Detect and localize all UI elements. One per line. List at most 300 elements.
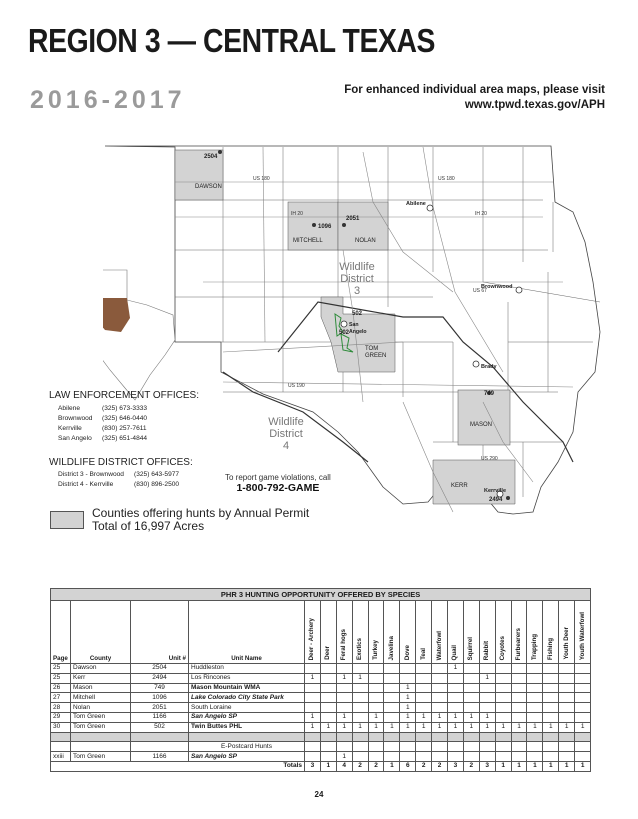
- col-species: Youth Deer: [559, 601, 575, 664]
- col-species: Feral hogs: [336, 601, 352, 664]
- cell-species-value: 1: [463, 712, 479, 722]
- cell-species-value: 1: [400, 683, 416, 693]
- road-label-ih20: IH 20: [291, 211, 303, 217]
- empty-cell: [384, 742, 400, 752]
- col-species: Deer - Archery: [305, 601, 321, 664]
- cell-species-value: [416, 683, 432, 693]
- cell-species-value: 1: [368, 712, 384, 722]
- visit-url-link[interactable]: www.tpwd.texas.gov/APH: [464, 99, 605, 111]
- cell-species-value: [305, 664, 321, 674]
- table-row: [51, 673, 591, 683]
- cell-species-value: [463, 752, 479, 762]
- cell-species-value: 1: [495, 722, 511, 732]
- total-value: 1: [320, 761, 336, 771]
- cell-species-value: [368, 752, 384, 762]
- cell-species-value: [384, 712, 400, 722]
- total-value: 3: [448, 761, 464, 771]
- table-row: [51, 683, 591, 693]
- cell-species-value: [305, 683, 321, 693]
- cell-species-value: [559, 693, 575, 703]
- col-species: Teal: [416, 601, 432, 664]
- cell-species-value: [352, 712, 368, 722]
- cell-species-value: [511, 683, 527, 693]
- cell-species-value: 1: [305, 673, 321, 683]
- cell-species-value: [543, 693, 559, 703]
- cell-species-value: [384, 673, 400, 683]
- spacer-cell: [320, 732, 336, 742]
- report-violations: [225, 473, 331, 494]
- cell-species-value: [368, 664, 384, 674]
- cell-species-value: [352, 664, 368, 674]
- spacer-cell: [352, 732, 368, 742]
- cell-species-value: [495, 664, 511, 674]
- table-row: [51, 693, 591, 703]
- table-body: [51, 664, 591, 772]
- cell-species-value: [543, 712, 559, 722]
- cell-name: Lake Colorado City State Park: [189, 693, 305, 703]
- office-row: San Angelo (325) 651-4844: [58, 435, 148, 442]
- cell-species-value: 1: [511, 722, 527, 732]
- texas-inset-map: [103, 270, 175, 400]
- san-angelo-label: San: [349, 322, 359, 328]
- col-species: Trapping: [527, 601, 543, 664]
- cell-species-value: [543, 664, 559, 674]
- cell-species-value: [527, 712, 543, 722]
- cell-species-value: [384, 752, 400, 762]
- col-page: Page: [51, 601, 71, 664]
- cell-species-value: [305, 703, 321, 713]
- cell-species-value: [575, 752, 591, 762]
- spacer-cell: [384, 732, 400, 742]
- total-value: 2: [352, 761, 368, 771]
- district-office-row: District 3 - Brownwood (325) 643-5977: [58, 471, 180, 478]
- road-label-us67: US 67: [473, 288, 487, 294]
- brady-label: Brady: [481, 364, 497, 370]
- road-label-us190: US 190: [288, 383, 305, 389]
- empty-cell: [368, 742, 384, 752]
- spacer-cell: [51, 732, 71, 742]
- cell-unit: 2051: [131, 703, 189, 713]
- cell-species-value: 1: [336, 722, 352, 732]
- cell-species-value: [416, 752, 432, 762]
- cell-species-value: [543, 752, 559, 762]
- total-value: 4: [336, 761, 352, 771]
- cell-species-value: [336, 693, 352, 703]
- empty-cell: [479, 742, 495, 752]
- unit-2494-label: 2494: [489, 497, 503, 503]
- total-value: 1: [543, 761, 559, 771]
- cell-unit: 1166: [131, 752, 189, 762]
- table-header-row: [51, 601, 591, 664]
- cell-species-value: [400, 664, 416, 674]
- legend-swatch: [50, 511, 84, 529]
- table-row: [51, 712, 591, 722]
- cell-species-value: [432, 683, 448, 693]
- cell-species-value: [495, 683, 511, 693]
- abilene-label: Abilene: [406, 201, 426, 207]
- col-species: Squirrel: [463, 601, 479, 664]
- empty-cell: [463, 742, 479, 752]
- cell-species-value: 1: [305, 722, 321, 732]
- district-office-row: District 4 - Kerrville (830) 896-2500: [58, 481, 180, 488]
- cell-species-value: [336, 703, 352, 713]
- spacer-cell: [463, 732, 479, 742]
- cell-species-value: [575, 703, 591, 713]
- cell-species-value: 1: [479, 712, 495, 722]
- cell-species-value: [575, 693, 591, 703]
- cell-species-value: [352, 683, 368, 693]
- cell-county: Nolan: [71, 703, 131, 713]
- wildlife-district-list: [58, 470, 179, 490]
- cell-page: 29: [51, 712, 71, 722]
- total-value: 1: [575, 761, 591, 771]
- cell-species-value: [352, 693, 368, 703]
- season-year: 2016-2017: [30, 86, 186, 114]
- cell-species-value: [432, 693, 448, 703]
- law-enforcement-list: [58, 404, 147, 444]
- spacer-cell: [416, 732, 432, 742]
- cell-species-value: [559, 752, 575, 762]
- county-mason: [458, 390, 510, 445]
- cell-species-value: 1: [400, 703, 416, 713]
- cell-species-value: 1: [479, 673, 495, 683]
- law-enforcement-heading: LAW ENFORCEMENT OFFICES:: [49, 390, 200, 401]
- cell-species-value: [543, 703, 559, 713]
- report-phone: 1-800-792-GAME: [236, 482, 320, 494]
- spacer-cell: [559, 732, 575, 742]
- epostcard-label: E-Postcard Hunts: [189, 742, 305, 752]
- cell-species-value: 1: [400, 722, 416, 732]
- col-species: Fishing: [543, 601, 559, 664]
- cell-species-value: 1: [305, 712, 321, 722]
- spacer-cell: [336, 732, 352, 742]
- table-spacer-row: [51, 732, 591, 742]
- cell-species-value: [559, 712, 575, 722]
- total-value: 1: [495, 761, 511, 771]
- total-value: 2: [368, 761, 384, 771]
- cell-species-value: [368, 693, 384, 703]
- empty-cell: [543, 742, 559, 752]
- district-4-label-3: 4: [282, 440, 290, 452]
- empty-cell: [527, 742, 543, 752]
- cell-species-value: [479, 693, 495, 703]
- cell-species-value: 1: [448, 664, 464, 674]
- total-value: 2: [463, 761, 479, 771]
- cell-county: Tom Green: [71, 752, 131, 762]
- empty-cell: [495, 742, 511, 752]
- cell-species-value: [527, 703, 543, 713]
- tom-green-label-2: GREEN: [365, 353, 387, 359]
- road-label-us290: US 290: [481, 456, 498, 462]
- cell-species-value: [416, 703, 432, 713]
- brownwood-label: Brownwood: [481, 284, 513, 290]
- cell-unit: 1096: [131, 693, 189, 703]
- cell-species-value: [575, 673, 591, 683]
- spacer-cell: [495, 732, 511, 742]
- cell-species-value: 1: [368, 722, 384, 732]
- cell-species-value: [479, 664, 495, 674]
- spacer-cell: [448, 732, 464, 742]
- cell-species-value: 1: [448, 722, 464, 732]
- empty-cell: [511, 742, 527, 752]
- empty-cell: [400, 742, 416, 752]
- epostcard-label-row: [51, 742, 591, 752]
- totals-label: Totals: [51, 761, 305, 771]
- spacer-cell: [527, 732, 543, 742]
- cell-species-value: [527, 683, 543, 693]
- mason-label: MASON: [470, 422, 493, 428]
- cell-species-value: [336, 683, 352, 693]
- cell-species-value: 1: [527, 722, 543, 732]
- cell-species-value: [384, 693, 400, 703]
- mitchell-label: MITCHELL: [293, 238, 323, 244]
- cell-species-value: [320, 664, 336, 674]
- col-species: Waterfowl: [432, 601, 448, 664]
- table-row: [51, 703, 591, 713]
- office-row: Abilene (325) 673-3333: [58, 405, 148, 412]
- cell-species-value: [448, 752, 464, 762]
- cell-species-value: [368, 673, 384, 683]
- cell-page: 25: [51, 664, 71, 674]
- region-map: [103, 142, 601, 567]
- cell-name: Huddleston: [189, 664, 305, 674]
- cell-species-value: [320, 703, 336, 713]
- col-species: Coyotes: [495, 601, 511, 664]
- cell-species-value: [368, 703, 384, 713]
- cell-species-value: [384, 683, 400, 693]
- cell-county: Kerr: [71, 673, 131, 683]
- cell-species-value: [432, 703, 448, 713]
- spacer-cell: [543, 732, 559, 742]
- tom-green-label-1: TOM: [365, 346, 379, 352]
- cell-species-value: 1: [432, 722, 448, 732]
- total-value: 3: [305, 761, 321, 771]
- spacer-cell: [305, 732, 321, 742]
- cell-species-value: [320, 673, 336, 683]
- district-3-label-3: 3: [353, 285, 361, 297]
- totals-row: [51, 761, 591, 771]
- spacer-cell: [575, 732, 591, 742]
- unit-502-label: 502: [339, 330, 350, 336]
- hunting-opportunity-table: [50, 588, 591, 772]
- legend-text: [92, 507, 309, 533]
- cell-species-value: [527, 752, 543, 762]
- cell-county: Mason: [71, 683, 131, 693]
- total-value: 1: [527, 761, 543, 771]
- road-label-ih20-east: IH 20: [475, 211, 487, 217]
- cell-species-value: [416, 673, 432, 683]
- cell-species-value: [543, 673, 559, 683]
- cell-species-value: [559, 703, 575, 713]
- cell-species-value: 1: [448, 712, 464, 722]
- district-3-label-1: Wildlife: [339, 261, 375, 273]
- cell-species-value: 1: [463, 722, 479, 732]
- cell-county: Mitchell: [71, 693, 131, 703]
- cell-species-value: [320, 683, 336, 693]
- col-species: Furbearers: [511, 601, 527, 664]
- cell-species-value: [495, 673, 511, 683]
- cell-species-value: [305, 752, 321, 762]
- kerrville-label: Kerrville: [484, 488, 507, 494]
- cell-species-value: [463, 673, 479, 683]
- san-angelo-label-2: Angelo: [349, 329, 367, 335]
- cell-species-value: [495, 752, 511, 762]
- col-unit-name: Unit Name: [189, 601, 305, 664]
- cell-species-value: [511, 693, 527, 703]
- spacer-cell: [131, 732, 189, 742]
- total-value: 3: [479, 761, 495, 771]
- unit-2051-label: 2051: [346, 216, 360, 222]
- cell-species-value: [543, 683, 559, 693]
- col-species: Rabbit: [479, 601, 495, 664]
- cell-species-value: [463, 693, 479, 703]
- cell-species-value: 1: [352, 722, 368, 732]
- cell-species-value: [511, 673, 527, 683]
- cell-species-value: [575, 683, 591, 693]
- cell-species-value: 1: [336, 712, 352, 722]
- cell-species-value: [336, 664, 352, 674]
- cell-species-value: 1: [432, 712, 448, 722]
- table-caption: PHR 3 HUNTING OPPORTUNITY OFFERED BY SPECIES: [51, 589, 591, 601]
- empty-cell: [71, 742, 131, 752]
- cell-name: Mason Mountain WMA: [189, 683, 305, 693]
- empty-cell: [320, 742, 336, 752]
- cell-species-value: [416, 664, 432, 674]
- empty-cell: [416, 742, 432, 752]
- cell-unit: 749: [131, 683, 189, 693]
- spacer-cell: [432, 732, 448, 742]
- col-unit: Unit #: [131, 601, 189, 664]
- unit-2504-label: 2504: [204, 154, 218, 160]
- cell-county: Tom Green: [71, 712, 131, 722]
- empty-cell: [575, 742, 591, 752]
- cell-species-value: 1: [416, 722, 432, 732]
- cell-species-value: [495, 712, 511, 722]
- legend-line-1: Counties offering hunts by Annual Permit: [92, 506, 310, 520]
- cell-species-value: 1: [559, 722, 575, 732]
- cell-unit: 1166: [131, 712, 189, 722]
- col-species: Youth Waterfowl: [575, 601, 591, 664]
- cell-page: 26: [51, 683, 71, 693]
- cell-species-value: [320, 752, 336, 762]
- cell-species-value: 1: [384, 722, 400, 732]
- page-title: REGION 3 — CENTRAL TEXAS: [28, 22, 436, 59]
- cell-species-value: [527, 664, 543, 674]
- office-row: Brownwood (325) 646-0440: [58, 415, 148, 422]
- cell-species-value: [432, 664, 448, 674]
- cell-species-value: [559, 664, 575, 674]
- report-text: To report game violations, call: [225, 473, 331, 482]
- cell-species-value: 1: [400, 712, 416, 722]
- cell-county: Tom Green: [71, 722, 131, 732]
- cell-species-value: 1: [320, 722, 336, 732]
- total-value: 1: [384, 761, 400, 771]
- cell-species-value: [511, 664, 527, 674]
- total-value: 6: [400, 761, 416, 771]
- district-4-label-2: District: [269, 428, 303, 440]
- cell-name: San Angelo SP: [189, 712, 305, 722]
- cell-name: San Angelo SP: [189, 752, 305, 762]
- district-3-label-2: District: [340, 273, 374, 285]
- col-species: Quail: [448, 601, 464, 664]
- unit-749-label: 749: [484, 391, 495, 397]
- cell-species-value: [479, 703, 495, 713]
- empty-cell: [305, 742, 321, 752]
- empty-cell: [432, 742, 448, 752]
- spacer-cell: [368, 732, 384, 742]
- wildlife-district-heading: WILDLIFE DISTRICT OFFICES:: [49, 457, 193, 468]
- district-boundary-3: [278, 302, 573, 462]
- nolan-label: NOLAN: [355, 238, 376, 244]
- cell-species-value: [495, 703, 511, 713]
- col-species: Exotics: [352, 601, 368, 664]
- spacer-cell: [71, 732, 131, 742]
- district-4-label-1: Wildlife: [268, 416, 304, 428]
- cell-species-value: [463, 664, 479, 674]
- spacer-cell: [511, 732, 527, 742]
- cell-name: Twin Buttes PHL: [189, 722, 305, 732]
- table-row: [51, 664, 591, 674]
- cell-species-value: [575, 712, 591, 722]
- empty-cell: [559, 742, 575, 752]
- cell-species-value: 1: [479, 722, 495, 732]
- cell-species-value: [368, 683, 384, 693]
- cell-species-value: [400, 752, 416, 762]
- cell-page: xxiii: [51, 752, 71, 762]
- empty-cell: [131, 742, 189, 752]
- spacer-cell: [479, 732, 495, 742]
- col-species: Turkey: [368, 601, 384, 664]
- cell-species-value: [511, 752, 527, 762]
- cell-species-value: [527, 693, 543, 703]
- cell-species-value: [352, 752, 368, 762]
- cell-species-value: [384, 664, 400, 674]
- road-label-us180: US 180: [253, 176, 270, 182]
- col-species: Deer: [320, 601, 336, 664]
- cell-species-value: [384, 703, 400, 713]
- cell-species-value: [448, 683, 464, 693]
- cell-species-value: 1: [400, 693, 416, 703]
- total-value: 1: [559, 761, 575, 771]
- unit-1166-label: 502: [352, 311, 363, 317]
- kerr-label: KERR: [451, 483, 468, 489]
- empty-cell: [352, 742, 368, 752]
- cell-name: South Loraine: [189, 703, 305, 713]
- cell-unit: 2504: [131, 664, 189, 674]
- cell-species-value: [495, 693, 511, 703]
- col-species: Javelina: [384, 601, 400, 664]
- empty-cell: [448, 742, 464, 752]
- cell-species-value: 1: [575, 722, 591, 732]
- total-value: 1: [511, 761, 527, 771]
- cell-species-value: [527, 673, 543, 683]
- cell-page: 28: [51, 703, 71, 713]
- road-label-us180-east: US 180: [438, 176, 455, 182]
- empty-cell: [51, 742, 71, 752]
- table-row: [51, 752, 591, 762]
- cell-species-value: 1: [336, 673, 352, 683]
- col-species: Dove: [400, 601, 416, 664]
- total-value: 2: [432, 761, 448, 771]
- cell-unit: 2494: [131, 673, 189, 683]
- cell-species-value: 1: [543, 722, 559, 732]
- cell-species-value: 1: [416, 712, 432, 722]
- unit-1096-label: 1096: [318, 224, 332, 230]
- cell-county: Dawson: [71, 664, 131, 674]
- cell-species-value: [305, 693, 321, 703]
- cell-species-value: [479, 752, 495, 762]
- dawson-label: DAWSON: [195, 184, 222, 190]
